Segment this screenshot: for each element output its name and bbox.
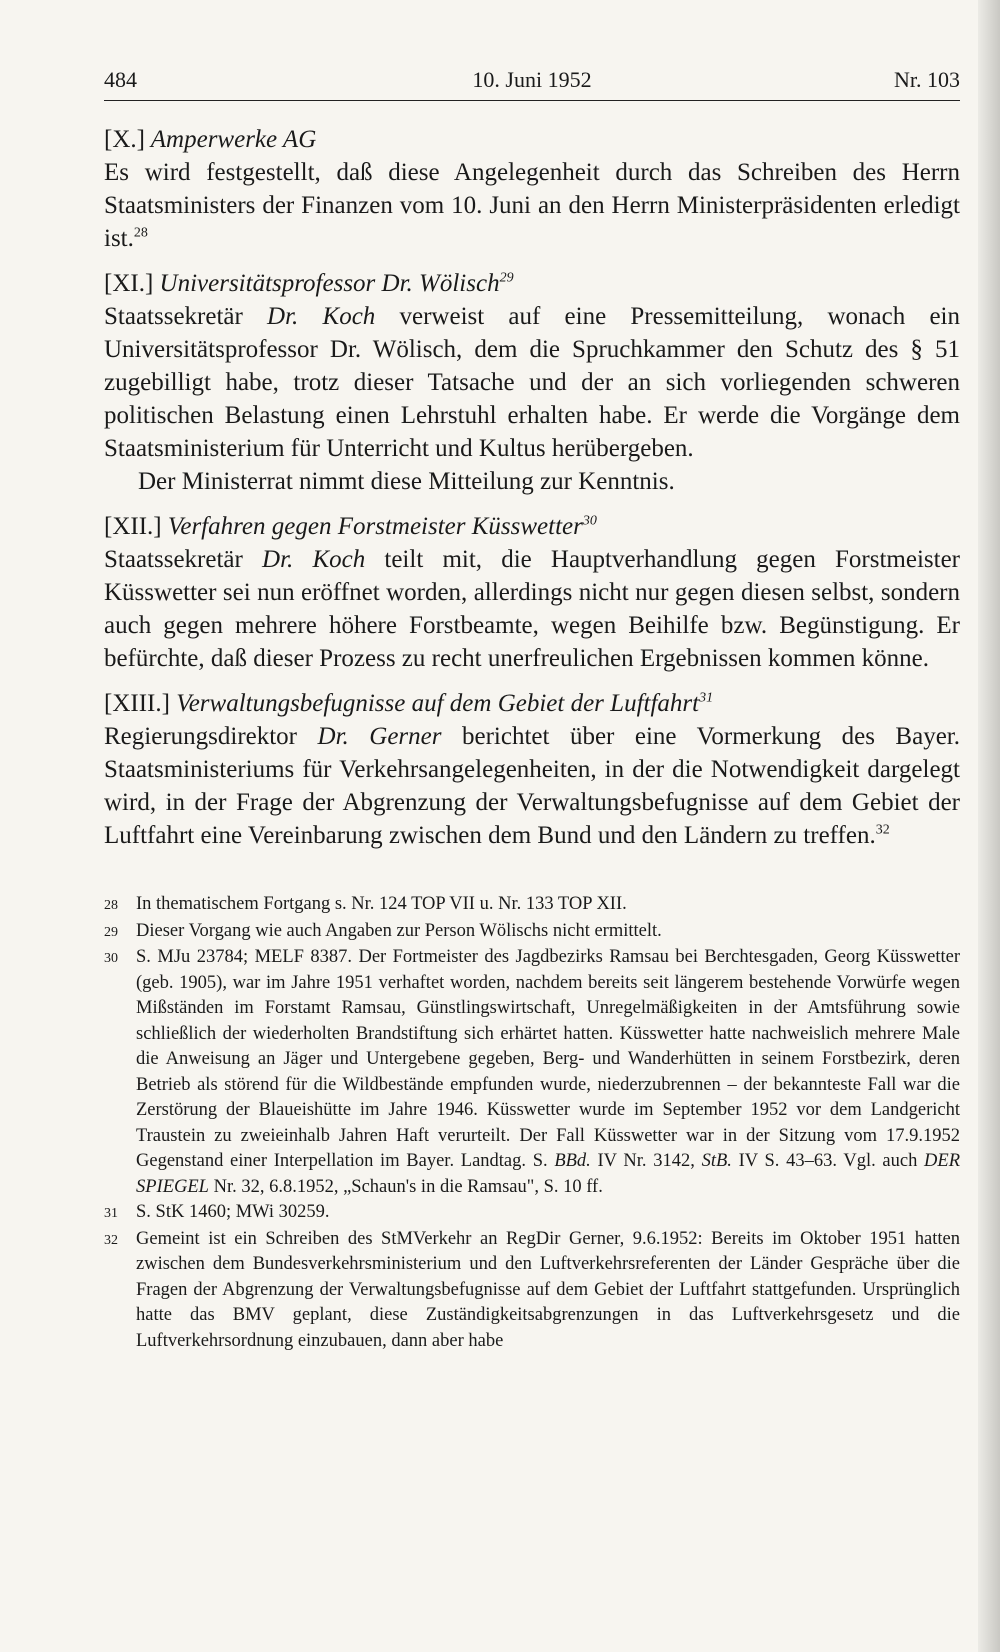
footnote [104, 1227, 960, 1355]
footnote-ref[interactable]: 31 [699, 690, 714, 706]
footnote-ref[interactable]: 32 [875, 822, 890, 838]
footnote-ref[interactable]: 30 [582, 513, 597, 529]
section-title: Amperwerke AG [150, 126, 317, 153]
person-name: Dr. Gerner [317, 723, 442, 750]
footnote-text: Gemeint ist ein Schreiben des StMVerkehr an RegDir Gerner, 9.6.1952: Bereits im Oktober 1951 hatten zwischen dem Bundesverkehrsministerium und den Luftverkehrsreferenten der Länder Gespräche über die Fragen der Abgrenzung der Verwaltungsbefugnisse auf dem Gebiet der Luftfahrt stattgefunden. Ursprünglich hatte das BMV geplant, diese Zuständigkeitsabgrenzungen in das Luftverkehrsgesetz und die Luftverkehrsordnung einzubauen, dann aber habe [136, 1228, 960, 1351]
issue-number: Nr. 103 [894, 67, 960, 92]
section-heading [104, 123, 960, 156]
footnote-ref[interactable]: 28 [133, 225, 148, 241]
footnote-mark: 28 [104, 898, 118, 913]
footnote-ref[interactable]: 29 [499, 270, 514, 286]
session-date: 10. Juni 1952 [472, 67, 592, 92]
footnote [104, 1200, 960, 1227]
footnote-mark: 30 [104, 951, 118, 966]
body-text [104, 123, 960, 852]
section-xii [104, 510, 960, 675]
section-title: Verfahren gegen Forstmeister Küsswetter [167, 513, 583, 540]
footnote [104, 892, 960, 919]
document-page [104, 66, 960, 1354]
section-heading [104, 267, 960, 300]
footnotes [104, 892, 960, 1354]
paragraph: Staatssekretär Dr. Koch teilt mit, die Hauptverhandlung gegen Forstmeister Küsswetter sei nun eröffnet worden, allerdings nicht nur gegen diesen selbst, sondern auch gegen mehrere höhere Forstbeamte, wegen Beihilfe bzw. Begünstigung. Er befürchte, daß dieser Prozess zu recht unerfreulichen Ergebnissen kommen könne. [104, 546, 960, 672]
section-x [104, 123, 960, 255]
footnote-mark: 31 [104, 1206, 118, 1221]
footnote [104, 919, 960, 946]
page-number: 484 [104, 67, 137, 92]
section-heading [104, 687, 960, 720]
section-title: Universitätsprofessor Dr. Wölisch [159, 270, 500, 297]
footnote-text: S. StK 1460; MWi 30259. [136, 1202, 330, 1222]
footnote-text: Dieser Vorgang wie auch Angaben zur Person Wölischs nicht ermittelt. [136, 920, 662, 941]
paragraph: Der Ministerrat nimmt diese Mitteilung zur Kenntnis. [138, 468, 675, 495]
section-number: [XI.] [104, 270, 154, 297]
section-number: [XII.] [104, 513, 162, 540]
paragraph: Es wird festgestellt, daß diese Angelegenheit durch das Schreiben des Herrn Staatsministers der Finanzen vom 10. Juni an den Herrn Ministerpräsidenten erledigt ist.$^{28}$ [104, 159, 960, 252]
section-number: [X.] [104, 126, 145, 153]
section-xi [104, 267, 960, 498]
footnote-text: S. MJu 23784; MELF 8387. Der Fortmeister des Jagdbezirks Ramsau bei Berchtesgaden, Georg Küsswetter (geb. 1905), war im Jahre 1951 verhaftet worden, nachdem bereits seit längerem bestehende Vorwürfe wegen Mißständen im Forstamt Ramsau, Günstlingswirtschaft, Unregelmäßigkeiten in der Amtsführung sowie schließlich der wiederholten Brandstiftung sich erhärtet hatten. Küsswetter hatte nachweislich mehrere Male die Anweisung an Jäger und Untergebene gegeben, Berg- und Wanderhütten in seinem Forstbezirk, deren Betrieb als störend für die Wildbestände empfunden wurde, niederzubrennen – der bekannteste Fall war die Zerstörung der Blaueishütte im Jahre 1946. Küsswetter wurde im September 1952 vor dem Landgericht Traustein zu zweieinhalb Jahren Haft verurteilt. Der Fall Küsswetter war in der Sitzung vom 17.9.1952 Gegenstand einer Interpellation im Bayer. Landtag. S. BBd. IV Nr. 3142, StB. IV S. 43–63. Vgl. auch DER SPIEGEL Nr. 32, 6.8.1952, „Schaun's in die Ramsau", S. 10 ff. [136, 947, 961, 1197]
page-edge-shadow [978, 0, 1000, 1652]
paragraph: Regierungsdirektor Dr. Gerner berichtet über eine Vormerkung des Bayer. Staatsministeriums für Verkehrsangelegenheiten, in der die Notwendigkeit dargelegt wird, in der Frage der Abgrenzung der Verwaltungsbefugnisse auf dem Gebiet der Luftfahrt eine Vereinbarung zwischen dem Bund und den Ländern zu treffen.$^{32}$ [104, 723, 960, 849]
footnote [104, 945, 960, 1200]
person-name: Dr. Koch [267, 303, 376, 330]
footnote-mark: 29 [104, 924, 118, 940]
footnote-text: In thematischem Fortgang s. Nr. 124 TOP VII u. Nr. 133 TOP XII. [136, 894, 627, 914]
section-heading [104, 510, 960, 543]
person-name: Dr. Koch [262, 546, 366, 573]
footnote-mark: 32 [104, 1232, 118, 1248]
section-title: Verwaltungsbefugnisse auf dem Gebiet der Luftfahrt [176, 690, 700, 717]
running-head [104, 66, 960, 101]
section-number: [XIII.] [104, 690, 170, 717]
paragraph: Staatssekretär Dr. Koch verweist auf eine Pressemitteilung, wonach ein Universitätsprofessor Dr. Wölisch, dem die Spruchkammer den Schutz des § 51 zugebilligt habe, trotz dieser Tatsache und der an sich vorliegenden schweren politischen Belastung einen Lehrstuhl erhalten habe. Er werde die Vorgänge dem Staatsministerium für Unterricht und Kultus herübergeben. [104, 303, 960, 462]
section-xiii [104, 687, 960, 852]
